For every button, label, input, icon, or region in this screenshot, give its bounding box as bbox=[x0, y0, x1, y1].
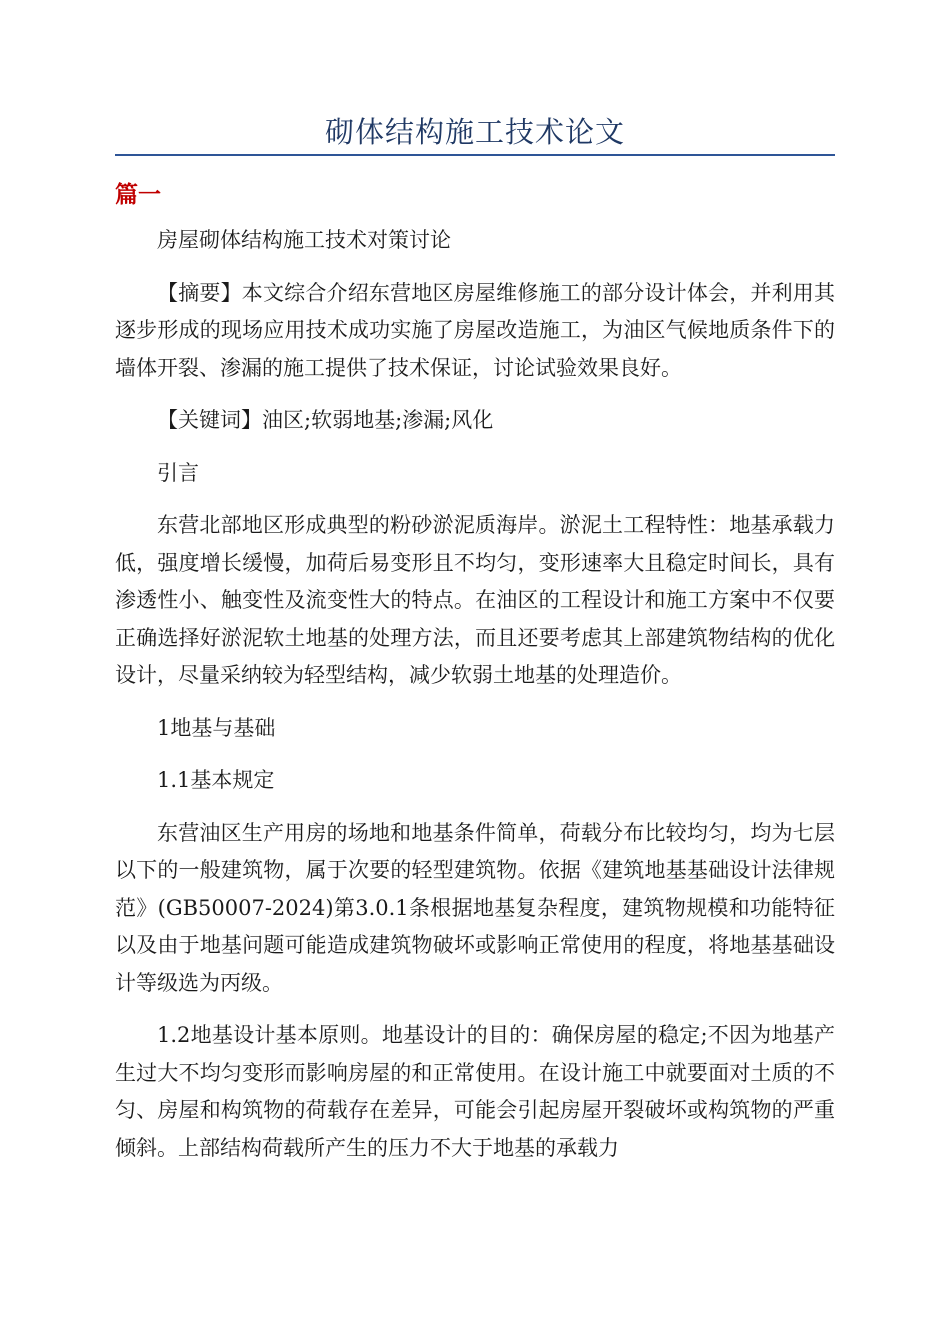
paragraph-basic-rules: 东营油区生产用房的场地和地基条件简单，荷载分布比较均匀，均为七层以下的一般建筑物，属于次要的轻型建筑物。依据《建筑地基基础设计法律规范》(GB50007-2024)第3.0.1条根据地基复杂程度，建筑物规模和功能特征以及由于地基问题可能造成建筑物破坏或影响正常使用的程度，将地基基础设计等级选为丙级。 bbox=[115, 820, 835, 995]
paragraph-keywords: 【关键词】油区;软弱地基;渗漏;风化 bbox=[157, 408, 494, 432]
paragraph-heading-1: 1地基与基础 bbox=[157, 715, 276, 740]
paragraph-abstract: 【摘要】本文综合介绍东营地区房屋维修施工的部分设计体会，并利用其逐步形成的现场应用技术成功实施了房屋改造施工，为油区气候地质条件下的墙体开裂、渗漏的施工提供了技术保证，讨论试验效果良好。 bbox=[115, 280, 835, 380]
paragraph-intro: 东营北部地区形成典型的粉砂淤泥质海岸。淤泥土工程特性：地基承载力低，强度增长缓慢，加荷后易变形且不均匀，变形速率大且稳定时间长，具有渗透性小、触变性及流变性大的特点。在油区的工程设计和施工方案中不仅要正确选择好淤泥软土地基的处理方法，而且还要考虑其上部建筑物结构的优化设计，尽量采纳较为轻型结构，减少软弱土地基的处理造价。 bbox=[115, 513, 835, 687]
paragraph-design-principles: 1.2地基设计基本原则。地基设计的目的：确保房屋的稳定;不因为地基产生过大不均匀变形而影响房屋的和正常使用。在设计施工中就要面对土质的不匀、房屋和构筑物的荷载存在差异，可能会引起房屋开裂破坏或构筑物的严重倾斜。上部结构荷载所产生的压力不大于地基的承载力 bbox=[115, 1023, 835, 1160]
title-underline bbox=[115, 154, 835, 156]
document-title: 砌体结构施工技术论文 bbox=[324, 115, 625, 149]
section-heading: 篇一 bbox=[115, 181, 161, 208]
paragraph-subtitle: 房屋砌体结构施工技术对策讨论 bbox=[157, 228, 451, 252]
document-body bbox=[115, 222, 835, 1182]
paragraph-heading-1-1: 1.1基本规定 bbox=[157, 768, 275, 792]
paragraph-intro-heading: 引言 bbox=[157, 460, 199, 485]
